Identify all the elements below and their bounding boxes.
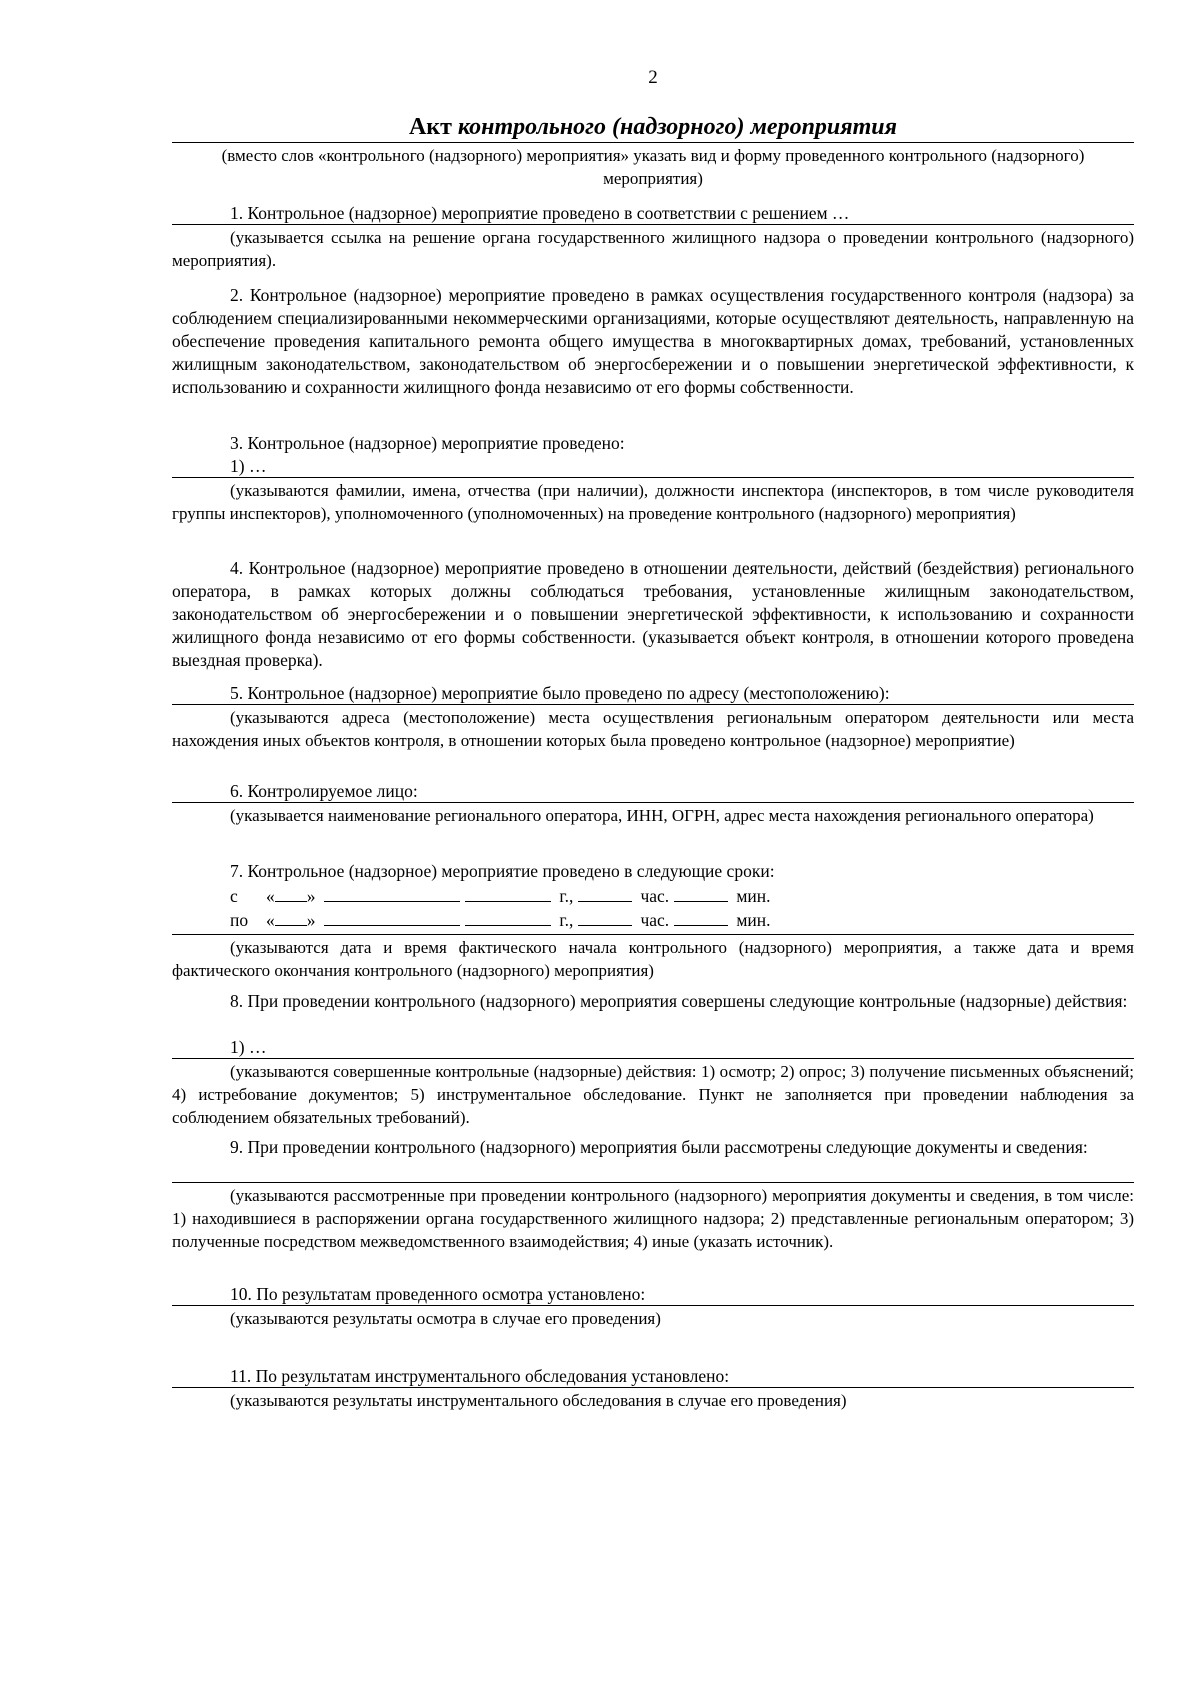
title-underline: [172, 142, 1134, 143]
section-6-note: (указывается наименование регионального оператора, ИНН, ОГРН, адрес места нахождения регионального оператора): [230, 806, 1094, 825]
section-11-heading: 11. По результатам инструментального обследования установлено:: [230, 1366, 730, 1386]
title-italic: контрольного (надзорного) мероприятия: [457, 114, 898, 140]
section-5-note: (указываются адреса (местоположение) места осуществления региональным оператором деятельности или места нахождения иных объектов контроля, в отношении которых была проведено контрольное (надзорное) мероприятие): [172, 708, 1134, 750]
from-prefix: с: [230, 886, 238, 906]
section-5-rule: [172, 704, 1134, 705]
section-11-note: (указываются результаты инструментального обследования в случае его проведения): [230, 1391, 847, 1410]
page-number: 2: [648, 67, 658, 88]
from-year-field[interactable]: [465, 883, 551, 902]
to-year-suffix: г.,: [559, 910, 574, 930]
section-3-heading: 3. Контрольное (надзорное) мероприятие проведено:: [230, 433, 625, 453]
document-title: [172, 112, 1134, 142]
section-8-note: (указываются совершенные контрольные (надзорные) действия: 1) осмотр; 2) опрос; 3) получение письменных объяснений; 4) истребование документов; 5) инструментальное обследование. Пункт не заполняется при проведении наблюдения за соблюдением обязательных требований).: [172, 1062, 1134, 1127]
title-plain: Акт: [408, 114, 452, 140]
from-day-field[interactable]: [275, 883, 307, 902]
schedule-row-from: [230, 883, 771, 908]
schedule-row-to: [230, 907, 771, 932]
to-close-quote: »: [306, 910, 316, 930]
section-3-rule: [172, 477, 1134, 478]
section-3-note: (указываются фамилии, имена, отчества (при наличии), должности инспектора (инспекторов, в том числе руководителя группы инспекторов), уполномоченного (уполномоченных) на проведение контрольного (надзорного) мероприятия): [172, 481, 1134, 523]
from-minutes-field[interactable]: [674, 883, 728, 902]
to-hours-label: час.: [640, 910, 670, 930]
from-open-quote: «: [266, 886, 275, 906]
from-close-quote: »: [306, 886, 316, 906]
title-note: (вместо слов «контрольного (надзорного) мероприятия» указать вид и форму проведенного контрольного (надзорного) мероприятия): [221, 146, 1085, 188]
to-month-field[interactable]: [324, 907, 460, 926]
to-day-field[interactable]: [275, 907, 307, 926]
to-hours-field[interactable]: [578, 907, 632, 926]
section-10-rule: [172, 1305, 1134, 1306]
section-9-note: (указываются рассмотренные при проведении контрольного (надзорного) мероприятия документы и сведения, в том числе: 1) находившиеся в распоряжении органа государственного жилищного надзора; 2) представленные региональным оператором; 3) полученные посредством межведомственного взаимодействия; 4) иные (указать источник).: [172, 1186, 1134, 1251]
section-3-item: 1) …: [230, 456, 267, 476]
from-month-field[interactable]: [324, 883, 460, 902]
from-minutes-label: мин.: [736, 886, 771, 906]
section-8-item: 1) …: [230, 1037, 267, 1057]
section-2-text: 2. Контрольное (надзорное) мероприятие проведено в рамках осуществления государственного контроля (надзора) за соблюдением специализированными некоммерческими организациями, которые осуществляют деятельность, направленную на обеспечение проведения капитального ремонта общего имущества в многоквартирных домах, требований, установленных жилищным законодательством, законодательством об энергосбережении и о повышении энергетической эффективности, к использованию и сохранности жилищного фонда независимо от его формы собственности.: [172, 285, 1134, 397]
section-1-rule: [172, 224, 1134, 225]
section-6-rule: [172, 802, 1134, 803]
to-minutes-field[interactable]: [674, 907, 728, 926]
section-4-text: 4. Контрольное (надзорное) мероприятие проведено в отношении деятельности, действий (бездействия) регионального оператора, в рамках которых должны соблюдаться требования, установленные жилищным законодательством, законодательством об энергосбережении и о повышении энергетической эффективности, к использованию и сохранности жилищного фонда независимо от его формы собственности. (указывается объект контроля, в отношении которого проведена выездная проверка).: [172, 558, 1134, 670]
section-5-heading: 5. Контрольное (надзорное) мероприятие было проведено по адресу (местоположению):: [230, 683, 890, 703]
section-7-rule: [172, 934, 1134, 935]
section-7-heading: 7. Контрольное (надзорное) мероприятие проведено в следующие сроки:: [230, 861, 775, 881]
section-8-heading: 8. При проведении контрольного (надзорного) мероприятия совершены следующие контрольные (надзорные) действия:: [230, 991, 1128, 1011]
section-6-heading: 6. Контролируемое лицо:: [230, 781, 418, 801]
to-open-quote: «: [266, 910, 275, 930]
to-prefix: по: [230, 910, 249, 930]
section-9-heading: 9. При проведении контрольного (надзорного) мероприятия были рассмотрены следующие документы и сведения:: [230, 1137, 1088, 1157]
section-11-rule: [172, 1387, 1134, 1388]
from-hours-field[interactable]: [578, 883, 632, 902]
from-year-suffix: г.,: [559, 886, 574, 906]
to-year-field[interactable]: [465, 907, 551, 926]
section-9-rule: [172, 1182, 1134, 1183]
section-7-note: (указываются дата и время фактического начала контрольного (надзорного) мероприятия, а также дата и время фактического окончания контрольного (надзорного) мероприятия): [172, 938, 1134, 980]
from-hours-label: час.: [640, 886, 670, 906]
to-minutes-label: мин.: [736, 910, 771, 930]
section-8-rule: [172, 1058, 1134, 1059]
section-10-note: (указываются результаты осмотра в случае его проведения): [230, 1309, 661, 1328]
section-1-note: (указывается ссылка на решение органа государственного жилищного надзора о проведении контрольного (надзорного) мероприятия).: [172, 228, 1134, 270]
section-1-heading: 1. Контрольное (надзорное) мероприятие проведено в соответствии с решением …: [230, 203, 850, 223]
section-10-heading: 10. По результатам проведенного осмотра установлено:: [230, 1284, 646, 1304]
